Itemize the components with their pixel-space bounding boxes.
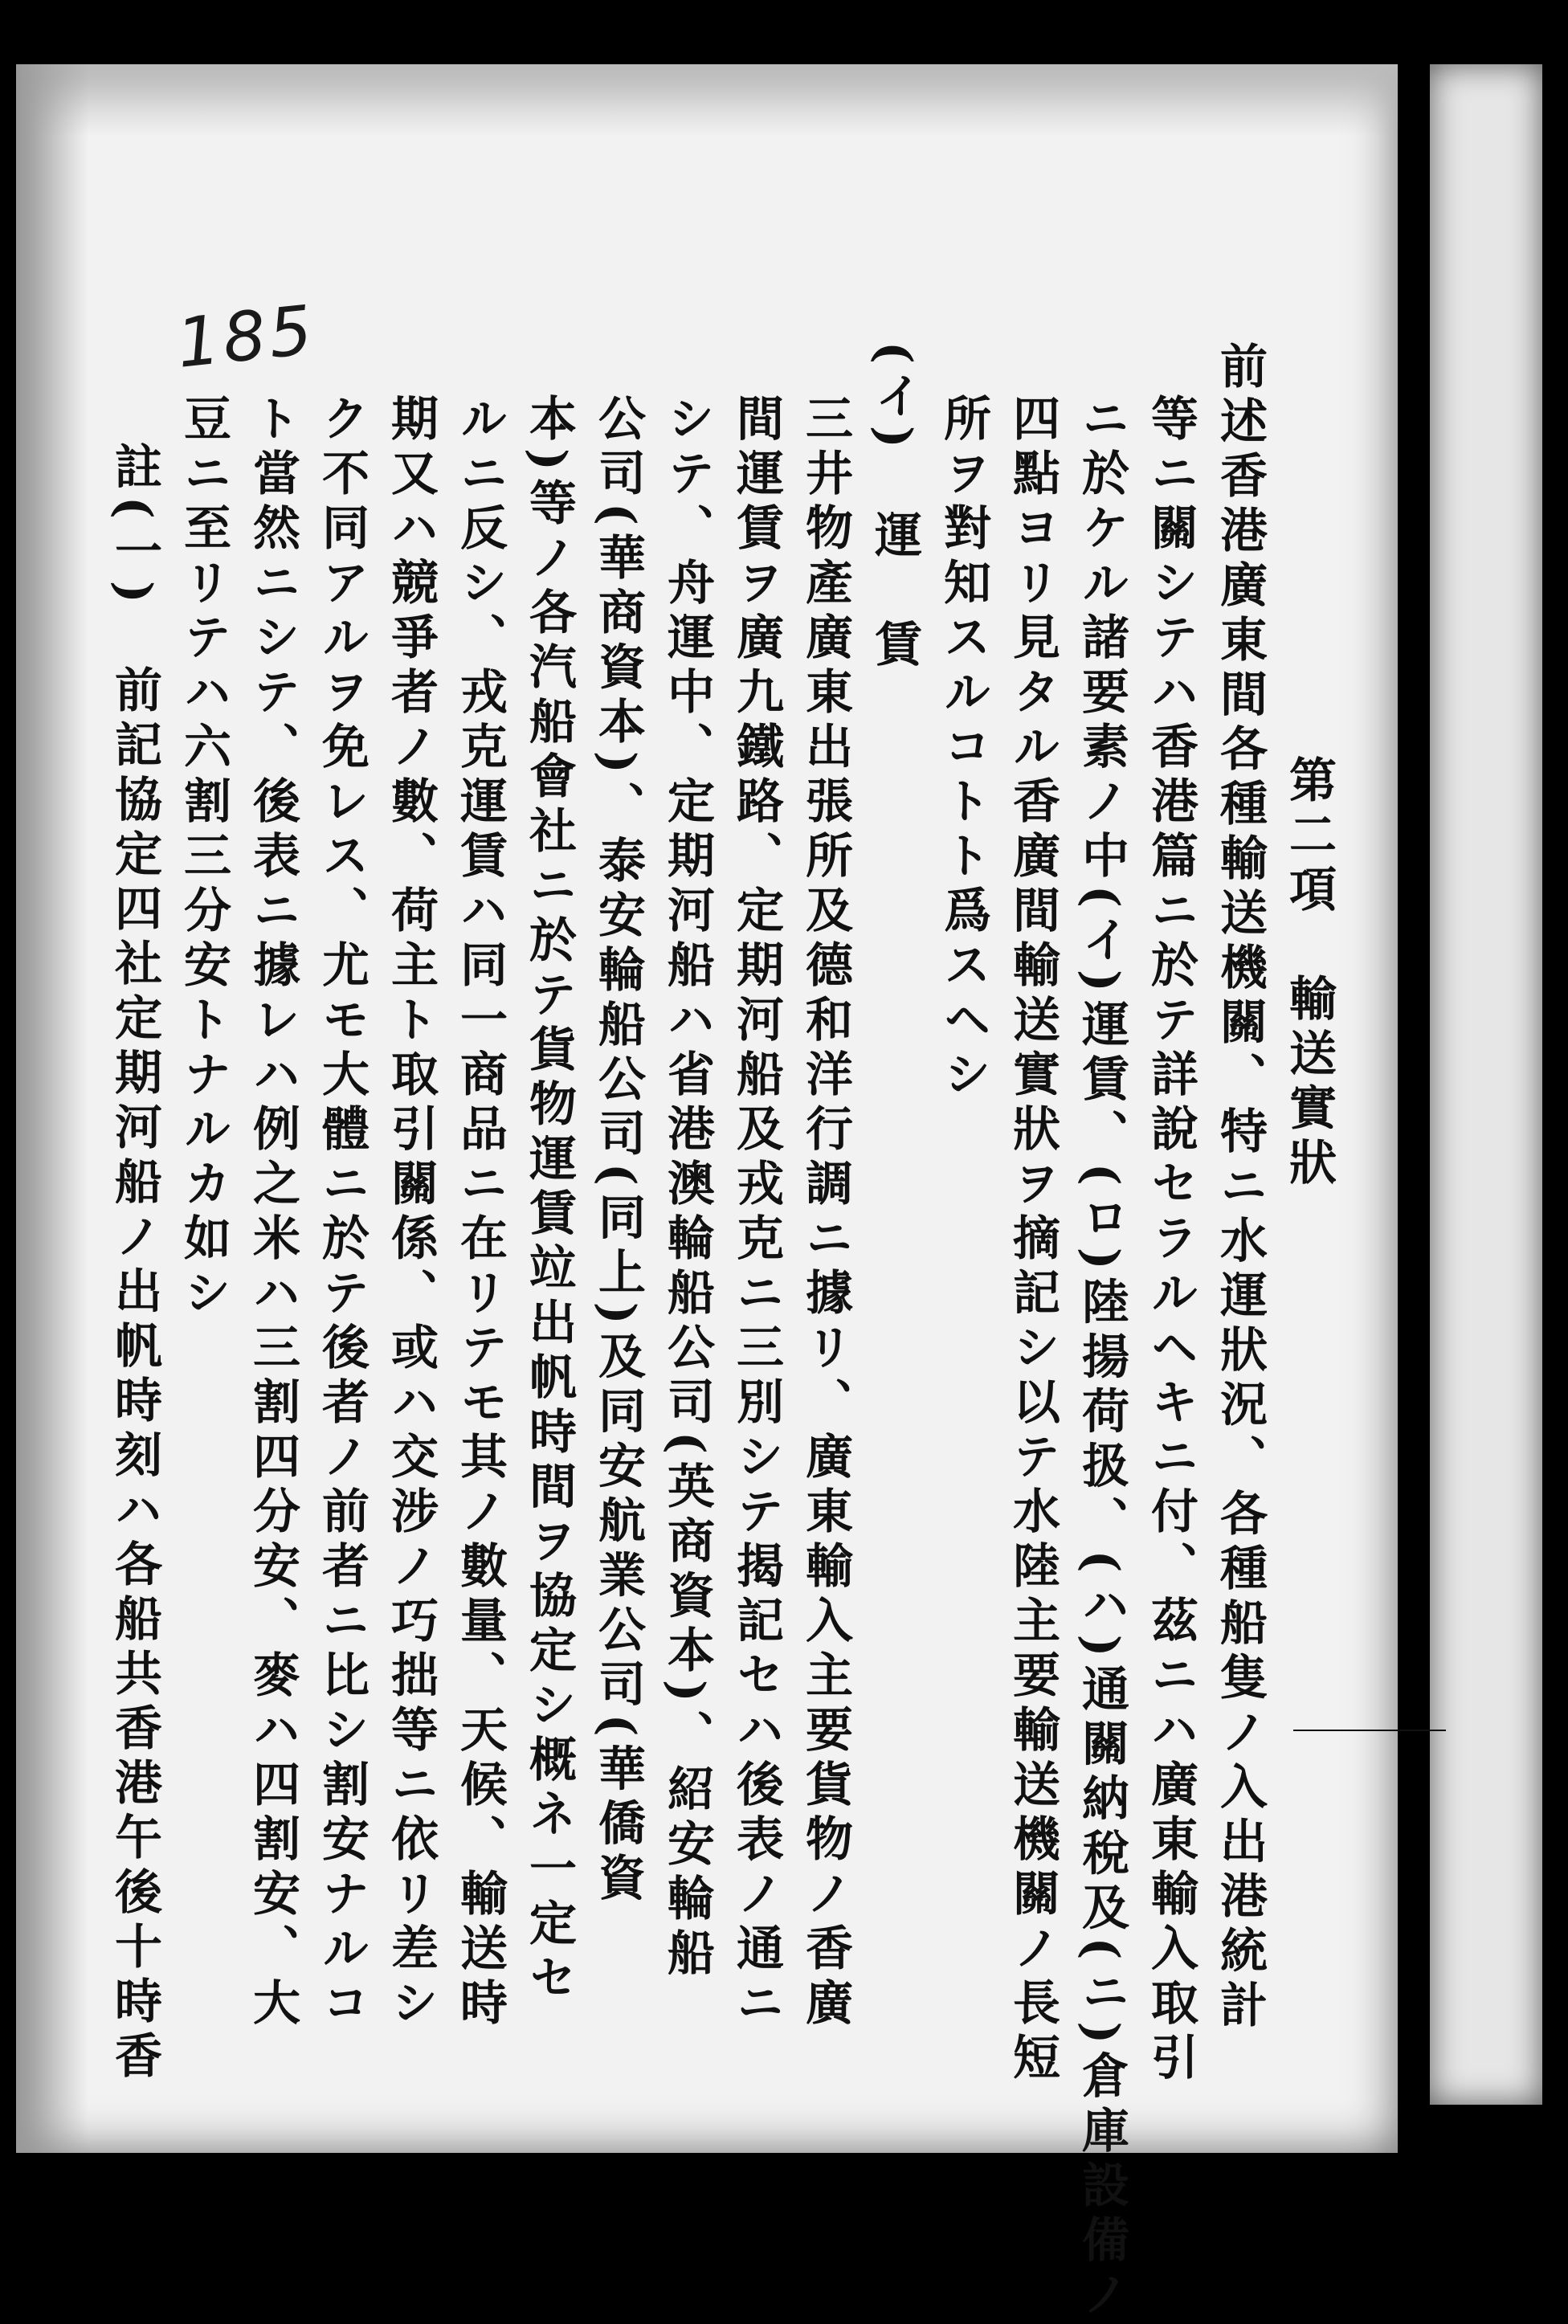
note-line: 註(一) 前記協定四社定期河船ノ出帆時刻ハ各船共香港午後十時香 [107, 442, 162, 2085]
text-line: ク不同アルヲ免レス、尤モ大體ニ於テ後者ノ前者ニ比シ割安ナルコ [314, 394, 370, 2032]
text-line: 所ヲ對知スルコトト爲スヘシ [936, 394, 991, 1104]
divider-line [1293, 1730, 1446, 1731]
text-line: ルニ反シ、戎克運賃ハ同一商品ニ在リテモ其ノ數量、天候、輸送時 [452, 394, 508, 2032]
adjacent-page-edge [1430, 64, 1542, 2105]
text-line: シテ、舟運中、定期河船ハ省港澳輪船公司(英商資本)、紹安輪船 [659, 394, 715, 1983]
text-line: 本)等ノ各汽船會社ニ於テ貨物運賃竝出帆時間ヲ協定シ概ネ一定セ [521, 394, 577, 2007]
section-heading: 第二項 輸送實狀 [1281, 755, 1337, 1192]
text-line: 間運賃ヲ廣九鐵路、定期河船及戎克ニ三別シテ揭記セハ後表ノ通ニ [729, 394, 784, 2032]
text-line: 等ニ關シテハ香港篇ニ於テ詳說セラルヘキニ付、茲ニハ廣東輸入取引 [1143, 394, 1198, 2087]
text-line: ニ於ケル諸要素ノ中(イ)運賃、(ロ)陸揚荷扱、(ハ)通關納稅及(ニ)倉庫設備ノ [1074, 394, 1129, 2324]
document-page [16, 64, 1398, 2324]
page-number: 185 [173, 290, 319, 383]
text-line: 四點ヨリ見タル香廣間輸送實狀ヲ摘記シ以テ水陸主要輸送機關ノ長短 [1005, 394, 1060, 2087]
text-line: 豆ニ至リテハ六割三分安トナルカ如シ [176, 394, 231, 1322]
text-line: 公司(華商資本)、泰安輪船公司(同上)及同安航業公司(華僑資 [590, 394, 646, 1908]
text-line: 三井物產廣東出張所及德和洋行調ニ據リ、廣東輸入主要貨物ノ香廣 [798, 394, 853, 2032]
text-line: ト當然ニシテ、後表ニ據レハ例之米ハ三割四分安、麥ハ四割安、大 [245, 394, 300, 2032]
text-line: 期又ハ競爭者ノ數、荷主ト取引關係、或ハ交涉ノ巧拙等ニ依リ差シ [383, 394, 439, 2032]
subsection-title: (イ) 運 賃 [867, 341, 922, 674]
text-line: 前述香港廣東間各種輸送機關、特ニ水運狀況、各種船隻ノ入出港統計 [1212, 341, 1268, 2035]
